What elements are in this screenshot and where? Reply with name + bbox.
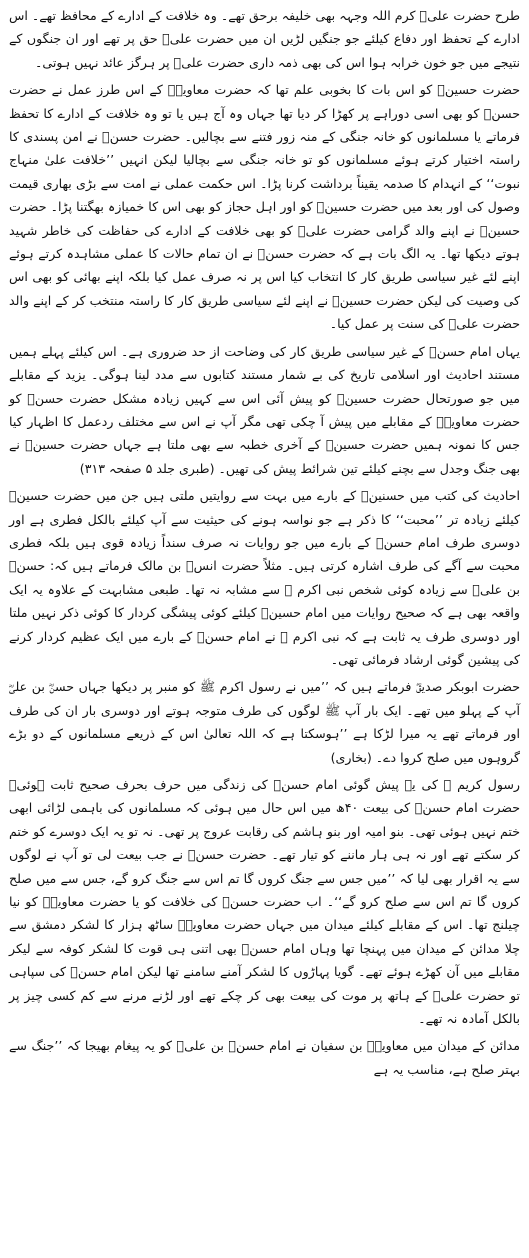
paragraph-4: احادیث کی کتب میں حسنینؓ کے بارے میں بہت سے روایتیں ملتی ہیں جن میں حضرت حسینؓ کیلئے زیادہ تر ’’محبت‘‘ کا ذکر ہے جو نواسہ ہونے کی حیثیت سے آپ کیلئے بالکل فطری ہے اور دوسری طرف امام حسنؓ کے بارے میں جو روایات نہ صرف سنداً زیادہ قوی ہیں بلکہ فطری محبت سے آگے کی طرف اشارہ کرتی ہیں۔ مثلاً حضرت انسؓ بن مالک فرماتے ہیں کہ: حسنؓ بن علیؓ سے زیادہ کوئی شخص نبی اکرم ﷺ سے مشابہ نہ تھا۔ طبعی مشابہت کے علاوہ یہ ایک واقعہ بھی ہے کہ صحیح روایات میں امام حسینؓ کیلئے کوئی پیشگی کردار کا کوئی ذکر نہیں ملتا اور دوسری طرف یہ ثابت ہے کہ نبی اکرم ﷺ نے امام حسنؓ کے بارے میں ایک عظیم کردار کرنے کی پیشین گوئی ارشاد فرمائی تھی۔ — [9, 488, 520, 667]
paragraph-5: حضرت ابوبکر صدیقؓ فرماتے ہیں کہ ’’میں نے رسول اکرم ﷺ کو منبر پر دیکھا جہاں حسنؓ بن علیؓ آپ کے پہلو میں تھے۔ ایک بار آپ ﷺ لوگوں کی طرف متوجہ ہوتے اور دوسری بار ان کی طرف اور فرماتے تھے یہ میرا لڑکا ہے ’’ہوسکتا ہے کہ اللہ تعالیٰ اس کے ذریعے مسلمانوں کے دو بڑے گروہوں میں صلح کروا دے۔ (بخاری) — [9, 679, 520, 765]
paragraph-2: حضرت حسینؓ کو اس بات کا بخوبی علم تھا کہ حضرت معاویہؓ کے اس طرز عمل نے حضرت حسنؓ کو بھی اسی دوراہے پر کھڑا کر دیا تھا جہاں وہ آج ہیں یا تو وہ خلافت کے ادارے کا تحفظ فرماتے یا مسلمانوں کو خانہ جنگی کے منہ زور فتنے سے بچالیں۔ حضرت حسنؓ نے امن پسندی کا راستہ اختیار کرتے ہوئے مسلمانوں کو تو خانہ جنگی سے بچالیا لیکن انہیں ’’خلافت علیٰ منہاج نبوت‘‘ کے انہدام کا صدمہ یقیناً برداشت کرنا پڑا۔ اس حکمت عملی نے امت سے بڑی بھاری قیمت وصول کی اور بعد میں حضرت حسینؓ کو اور اہل حجاز کو بھی اس کا خمیازہ بھگتنا پڑا۔ حضرت حسینؓ نے اپنے والد گرامی حضرت علیؓ کو بھی خلافت کے ادارے کی حفاظت کی خاطر شہید ہوتے دیکھا تھا۔ یہ الگ بات ہے کہ حضرت حسنؓ نے ان تمام حالات کا عملی مشاہدہ کرتے ہوئے اپنے لئے غیر سیاسی طریق کار کا انتخاب کیا اس پر نہ صرف عمل کیا بلکہ اپنے بھائی کو بھی اس کی وصیت کی لیکن حضرت حسینؓ نے اپنے لئے سیاسی طریق کار کا راستہ منتخب کر کے اپنے والد حضرت علیؓ کی سنت پر عمل کیا۔ — [9, 82, 520, 332]
paragraph-7: مدائن کے میدان میں معاویہؓ بن سفیان نے امام حسنؓ بن علیؓ کو یہ پیغام بھیجا کہ ’’جنگ سے بہتر صلح ہے، مناسب یہ ہے — [9, 1038, 520, 1077]
paragraph-3: یہاں امام حسنؓ کے غیر سیاسی طریق کار کی وضاحت از حد ضروری ہے۔ اس کیلئے پہلے ہمیں مستند احادیث اور اسلامی تاریخ کی بے شمار مستند کتابوں سے مدد لینا ہوگی۔ یزید کے مقابلے میں جو صورتحال حضرت حسینؓ کو پیش آئی اس سے کہیں زیادہ مشکل حضرت حسنؓ کو حضرت معاویہؓ کے مقابلے میں پیش آ چکی تھی مگر آپ نے اس سے مختلف ردعمل کا اظہار کیا جس کا نمونہ ہمیں حضرت حسینؓ کے آخری خطبہ سے بھی ملتا ہے جہاں حضرت حسینؓ نے بھی جنگ وجدل سے بچنے کیلئے تین شرائط پیش کی تھیں۔ (طبری جلد ۵ صفحہ ۳۱۳) — [9, 343, 520, 476]
paragraph-1: طرح حضرت علیؓ کرم اللہ وجہہ بھی خلیفہ برحق تھے۔ وہ خلافت کے ادارے کے محافظ تھے۔ اس ادارے کے تحفظ اور دفاع کیلئے جو جنگیں لڑیں ان میں حضرت علیؓ حق پر تھے اور ان جنگوں کے نتیجے میں جو خون خرابہ ہوا اس کی بھی ذمہ داری حضرت علیؓ پر ہرگز عائد نہیں ہوتی۔ — [9, 8, 520, 70]
paragraph-6: رسول کریم ﷺ کی یہ پیش گوئی امام حسنؓ کی زندگی میں حرف بحرف صحیح ثابت ہوئی۔ حضرت امام حسنؓ کی بیعت ۴۰ھ میں اس حال میں ہوئی کہ مسلمانوں کی باہمی لڑائی ابھی ختم نہیں ہوئی تھی۔ بنو امیہ اور بنو ہاشم کی رقابت عروج پر تھی۔ نہ تو یہ ایک دوسرے کو ختم کر سکتے تھے اور نہ ہی ہار ماننے کو تیار تھے۔ حضرت حسنؓ نے جب بیعت لی تو آپ نے لوگوں سے یہ اقرار بھی لیا کہ ’’میں جس سے جنگ کروں گا تم اس سے جنگ کرو گے، جس سے میں صلح کروں گا تم اس سے صلح کرو گے‘‘۔ اب حضرت حسنؓ کی خلافت کو یا حضرت معاویہؓ کو نیا چیلنج تھا۔ اس کے مقابلے کیلئے میدان میں جہاں حضرت معاویہؓ ساٹھ ہزار کا لشکر دمشق سے چلا مدائن کے میدان میں پہنچا تھا وہاں امام حسنؓ بھی اتنی ہی قوت کا لشکر کوفہ سے لیکر مقابلے میں آن کھڑے ہوئے تھے۔ گویا پہاڑوں کا لشکر آمنے سامنے تھا لیکن امام حسنؓ کی سپاہی تو حضرت علیؓ کے ہاتھ پر موت کی بیعت بھی کر چکے تھے اور لڑنے مرنے سے کم کسی چیز پر بالکل آمادہ نہ تھے۔ — [9, 777, 520, 1027]
